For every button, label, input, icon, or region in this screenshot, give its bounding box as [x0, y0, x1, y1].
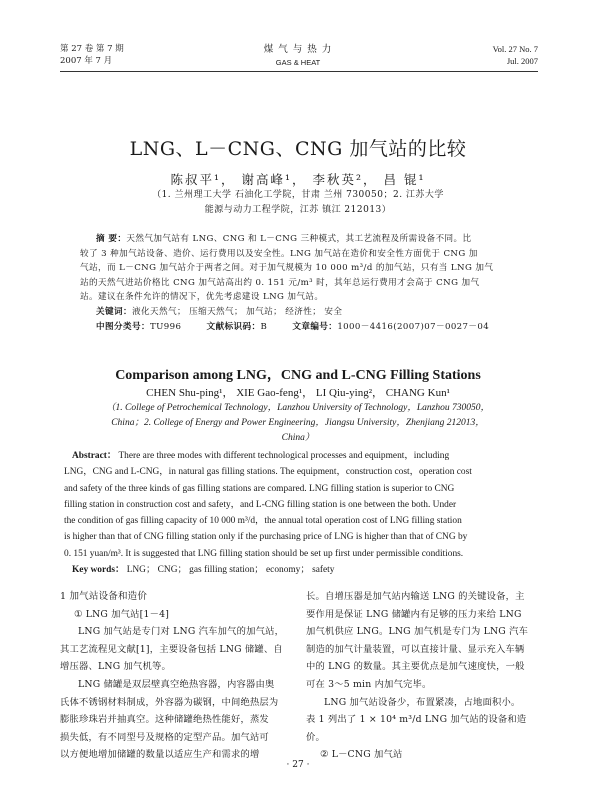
- body-line: 其工艺流程见文献[1]，主要设备包括 LNG 储罐、自: [60, 643, 283, 655]
- abstract-en-line: and safety of the three kinds of gas filling stations are compared. LNG filling station is superior to CNG: [64, 483, 455, 494]
- abstract-en-line: filling station in construction cost and safety，and L-CNG filling station is one between the both. Under: [64, 499, 457, 510]
- body-line: 制造的加气计量装置，可以直接计量、显示充入车辆: [306, 643, 525, 655]
- authors-cn: 陈叔平¹， 谢高峰¹， 李秋英²， 昌 锟¹: [170, 172, 426, 187]
- affiliation-en: [60, 401, 536, 446]
- abstract-en-label: Abstract：: [72, 451, 117, 461]
- title-en: Comparison among LNG，CNG and L-CNG Filling Stations: [115, 368, 481, 383]
- header-date-en: Jul. 2007: [506, 56, 538, 66]
- body-line: 价。: [306, 731, 325, 743]
- keywords-cn-label: 关键词：: [96, 306, 132, 317]
- header-journal-en: GAS & HEAT: [275, 58, 321, 67]
- body-line: 加气机供应 LNG。LNG 加气机是专门为 LNG 汽车: [306, 626, 529, 638]
- article-no-label: 文章编号：: [292, 321, 338, 332]
- doc-code-label: 文献标识码：: [206, 321, 261, 332]
- body-line: 长。自增压器是加气站内输送 LNG 的关键设备，主: [306, 591, 525, 602]
- abstract-cn-line: 天然气加气站有 LNG、CNG 和 L－CNG 三种模式，其工艺流程及所需设备不同。比: [126, 234, 472, 244]
- header-volume-en: Vol. 27 No. 7: [492, 44, 538, 54]
- abstract-en-line: LNG，CNG and L-CNG，in natural gas filling stations. The equipment，construction cost，operation cost: [64, 467, 472, 478]
- abstract-cn-line: 站的天然气进站价格比 CNG 加气站高出约 0. 151 元/m³ 时，其年总运行费用才会高于 CNG 加气: [80, 277, 480, 288]
- body-line: 要作用是保证 LNG 储罐内有足够的压力来给 LNG: [306, 608, 522, 620]
- abstract-en-line: There are three modes with different technological processes and equipment，including: [118, 451, 450, 461]
- section-heading: 1 加气站设备和造价: [60, 591, 148, 602]
- subsection-lcng: ② L－CNG 加气站: [320, 749, 403, 761]
- header-date-cn: 2007 年 7 月: [60, 56, 113, 66]
- body-line: LNG 加气站设备少，布置紧凑，占地面积小。: [324, 696, 521, 708]
- keywords-en: LNG； CNG； gas filling station； economy； safety: [126, 565, 335, 576]
- clc-value: TU996: [149, 321, 182, 332]
- authors-en: CHEN Shu-ping¹， XIE Gao-feng¹， LI Qiu-ying²， CHANG Kun¹: [146, 387, 450, 399]
- header-rule: [60, 71, 538, 72]
- affiliation-cn-line: 能源与动力工程学院，江苏 镇江 212013）: [204, 205, 392, 215]
- body-line: 氏体不锈钢材料制成，外容器为碳钢，中间绝热层为: [60, 696, 279, 708]
- title-cn: LNG、L－CNG、CNG 加气站的比较: [129, 138, 467, 160]
- affiliation-en-line: （1. College of Petrochemical Technology，Lanzhou University of Technology，Lanzhou 730050，: [106, 403, 490, 413]
- body-line: 表 1 列出了 1 × 10⁴ m³/d LNG 加气站的设备和造: [306, 714, 527, 726]
- body-right-column: [306, 588, 538, 764]
- header-volume-cn: 第 27 卷 第 7 期: [60, 44, 124, 54]
- header-journal-cn: 煤 气 与 热 力: [263, 44, 333, 55]
- body-line: LNG 加气站是专门对 LNG 汽车加气的加气站，: [78, 626, 285, 638]
- subsection-lng: ① LNG 加气站[1－4]: [74, 608, 170, 620]
- body-left-column: [60, 588, 292, 764]
- abstract-en-line: 0. 151 yuan/m³. It is suggested that LNG filling station should be set up first under permissible conditions.: [64, 548, 464, 559]
- affiliation-en-line: China）: [281, 433, 315, 443]
- abstract-en-line: the condition of gas filling capacity of 10 000 m³/d，the annual total operation cost of LNG filling station: [64, 516, 462, 527]
- abstract-cn-label: 摘 要：: [96, 234, 127, 244]
- abstract-cn-line: 站。建议在条件允许的情况下，优先考虑建设 LNG 加气站。: [80, 292, 324, 303]
- abstract-en: [64, 448, 532, 578]
- body-line: 损失低，有不同型号及规格的定型产品。加气站可: [60, 731, 269, 743]
- body-line: 可在 3～5 min 内加气完毕。: [306, 678, 432, 690]
- abstract-en-line: is higher than that of CNG filling station only if the purchasing price of LNG is higher than that of CNG by: [64, 532, 468, 543]
- body-line: 中的 LNG 的数量。其主要优点是加气速度快，一般: [306, 661, 525, 673]
- affiliation-cn-line: （1. 兰州理工大学 石油化工学院，甘肃 兰州 730050；2. 江苏大学: [152, 190, 444, 200]
- body-line: 以方便地增加储罐的数量以适应生产和需求的增: [60, 749, 260, 761]
- clc-label: 中图分类号：: [96, 321, 150, 332]
- page-number: · 27 ·: [286, 760, 310, 770]
- classification-cn: [80, 320, 520, 335]
- keywords-en-label: Key words：: [72, 565, 125, 576]
- body-line: 增压器、LNG 加气机等。: [60, 661, 171, 673]
- abstract-cn: [80, 232, 520, 334]
- affiliation-en-line: China；2. College of Energy and Power Engineering，Jiangsu University，Zhenjiang 212013，: [111, 418, 485, 428]
- body-line: 膨胀珍珠岩并抽真空。这种储罐绝热性能好，蒸发: [60, 714, 269, 726]
- article-no-value: 1000－4416(2007)07－0027－04: [337, 321, 490, 332]
- affiliation-cn: [0, 188, 596, 218]
- body-line: LNG 储罐是双层壁真空绝热容器，内容器由奥: [78, 678, 275, 690]
- keywords-cn: 液化天然气； 压缩天然气； 加气站； 经济性； 安全: [131, 306, 343, 317]
- abstract-cn-line: 较了 3 种加气站设备、造价、运行费用以及安全性。LNG 加气站在造价和安全性方面优于 CNG 加: [80, 248, 478, 259]
- doc-code-value: B: [260, 321, 268, 332]
- abstract-cn-line: 气站，而 L－CNG 加气站介于两者之间。对于加气规模为 10 000 m³/d 的加气站，只有当 LNG 加气: [80, 263, 494, 274]
